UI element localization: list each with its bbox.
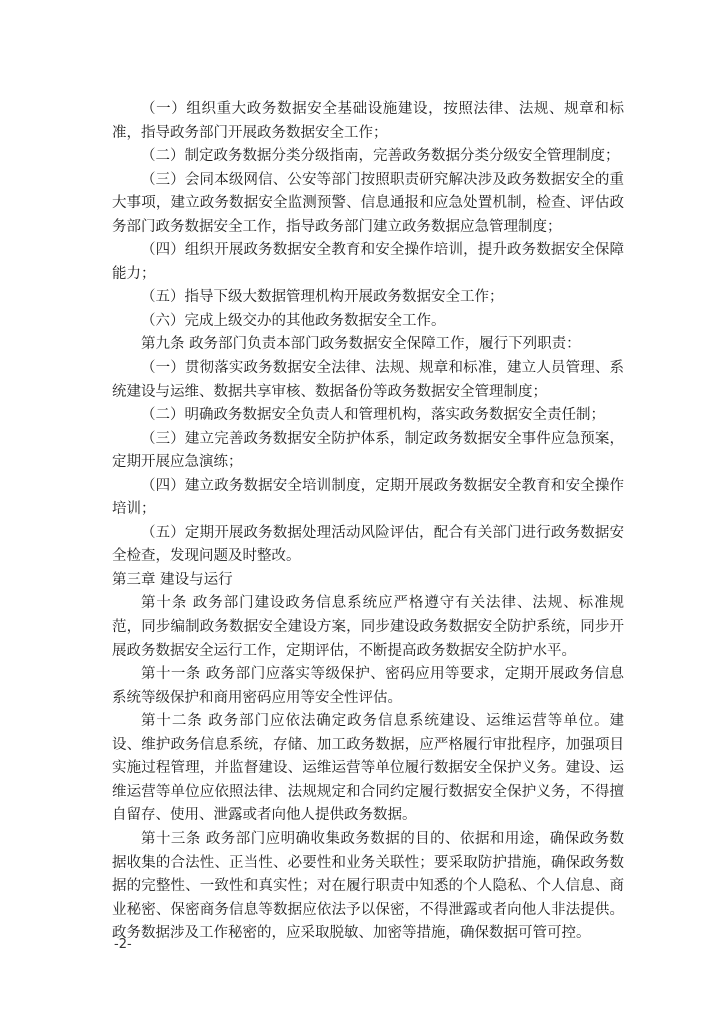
- paragraph-item-6: （六）完成上级交办的其他政务数据安全工作。: [141, 312, 446, 329]
- article-13: 第十三条 政务部门应明确收集政务数据的目的、依据和用途，确保政务数据收集的合法性、正当性、必要性和业务关联性；要采取防护措施，确保政务数据的完整性、一致性和真实性；对在履行职责中知悉的个人隐私、个人信息、商业秘密、保密商务信息等数据应依法予以保密，不得泄露或者向他人非法提供。政务数据涉及工作秘密的，应采取脱敏、加密等措施，确保数据可管可控。: [112, 830, 624, 942]
- page-number: -2-: [114, 937, 132, 952]
- article-12: 第十二条 政务部门应依法确定政务信息系统建设、运维运营等单位。建设、维护政务信息系统，存储、加工政务数据，应严格履行审批程序，加强项目实施过程管理，并监督建设、运维运营等单位履行数据安全保护义务。建设、运维运营等单位应依照法律、法规规定和合同约定履行数据安全保护义务，不得擅自留存、使用、泄露或者向他人提供政务数据。: [112, 713, 624, 824]
- document-body: [112, 98, 624, 946]
- article-9-item-1: （一）贯彻落实政务数据安全法律、法规、规章和标准，建立人员管理、系统建设与运维、数据共享审核、数据备份等政务数据安全管理制度；: [112, 360, 624, 400]
- paragraph-item-2: （二）制定政务数据分类分级指南，完善政务数据分类分级安全管理制度；: [141, 148, 620, 165]
- paragraph-item-5: （五）指导下级大数据管理机构开展政务数据安全工作；: [141, 289, 504, 306]
- article-9: 第九条 政务部门负责本部门政务数据安全保障工作，履行下列职责：: [141, 336, 581, 353]
- article-9-item-4: （四）建立政务数据安全培训制度，定期开展政务数据安全教育和安全操作培训；: [112, 477, 624, 518]
- article-11: 第十一条 政务部门应落实等级保护、密码应用等要求，定期开展政务信息系统等级保护和商用密码应用等安全性评估。: [112, 666, 624, 706]
- article-9-item-2: （二）明确政务数据安全负责人和管理机构，落实政务数据安全责任制；: [141, 407, 605, 424]
- paragraph-item-1: （一）组织重大政务数据安全基础设施建设，按照法律、法规、规章和标准，指导政务部门开展政务数据安全工作；: [112, 101, 624, 141]
- paragraph-item-4: （四）组织开展政务数据安全教育和安全操作培训，提升政务数据安全保障能力；: [112, 242, 624, 282]
- article-10: 第十条 政务部门建设政务信息系统应严格遵守有关法律、法规、标准规范，同步编制政务数据安全建设方案，同步建设政务数据安全防护系统，同步开展政务数据安全运行工作，定期评估，不断提高政务数据安全防护水平。: [112, 595, 624, 659]
- article-9-item-3: （三）建立完善政务数据安全防护体系，制定政务数据安全事件应急预案，定期开展应急演练；: [112, 430, 624, 471]
- article-9-item-5: （五）定期开展政务数据处理活动风险评估，配合有关部门进行政务数据安全检查，发现问题及时整改。: [112, 524, 624, 565]
- paragraph-item-3: （三）会同本级网信、公安等部门按照职责研究解决涉及政务数据安全的重大事项，建立政务数据安全监测预警、信息通报和应急处置机制，检查、评估政务部门政务数据安全工作，指导政务部门建立政务数据应急管理制度；: [112, 171, 624, 235]
- chapter-3-heading: 第三章 建设与运行: [112, 571, 233, 588]
